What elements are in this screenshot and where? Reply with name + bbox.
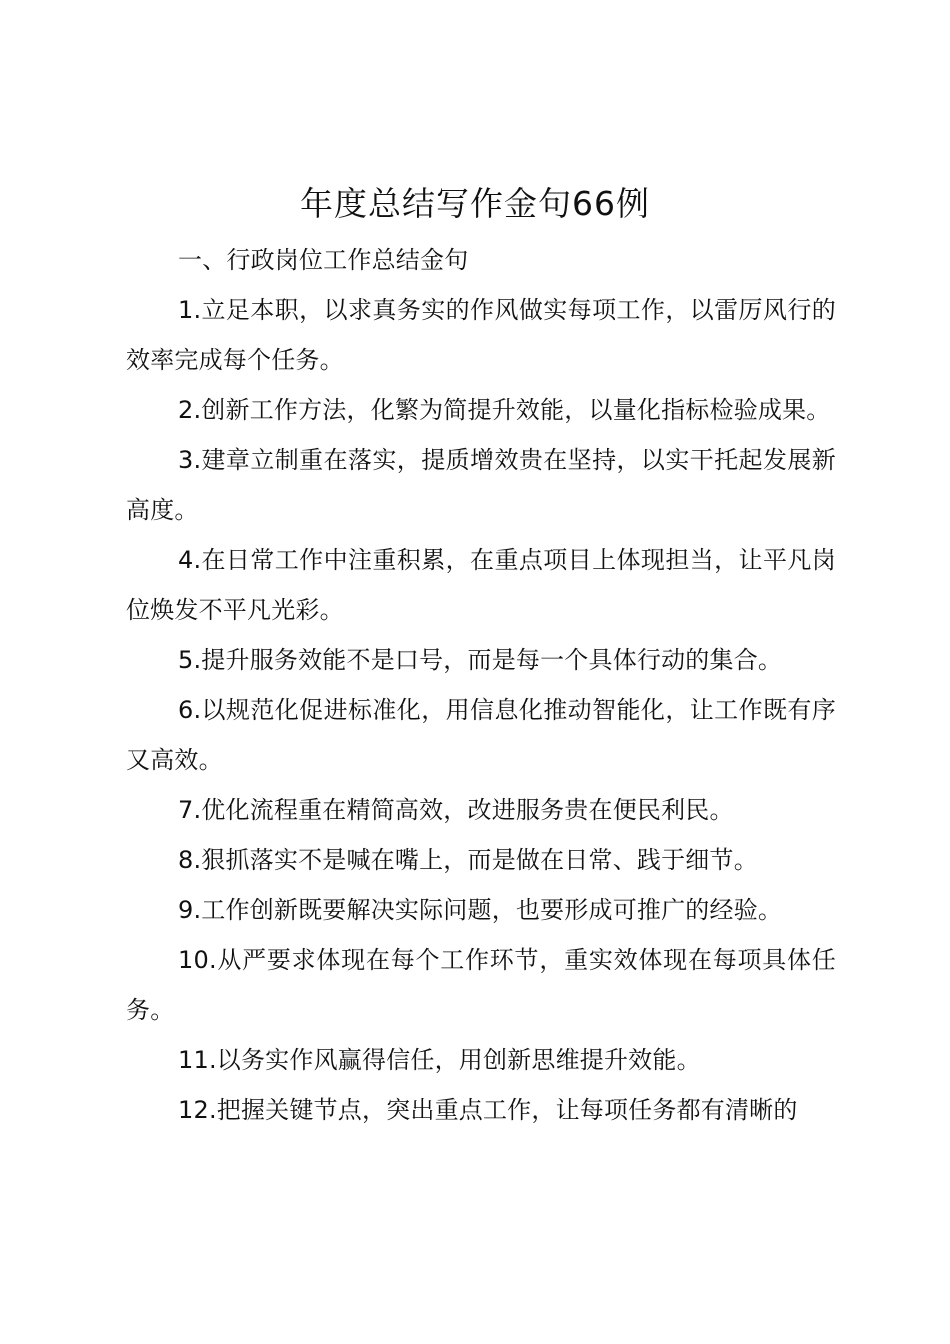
document-title: 年度总结写作金句66例 xyxy=(300,184,650,223)
list-item: 2.创新工作方法，化繁为简提升效能，以量化指标检验成果。 xyxy=(178,396,831,424)
list-item: 3.建章立制重在落实，提质增效贵在坚持，以实干托起发展新高度。 xyxy=(126,446,836,524)
list-item: 7.优化流程重在精简高效，改进服务贵在便民利民。 xyxy=(178,796,734,824)
list-item: 10.从严要求体现在每个工作环节，重实效体现在每项具体任务。 xyxy=(126,946,836,1024)
list-item: 5.提升服务效能不是口号，而是每一个具体行动的集合。 xyxy=(178,646,783,674)
list-item: 12.把握关键节点，突出重点工作，让每项任务都有清晰的 xyxy=(178,1096,798,1124)
document-body xyxy=(126,235,836,1135)
section-heading: 一、行政岗位工作总结金句 xyxy=(178,246,469,274)
list-item: 1.立足本职，以求真务实的作风做实每项工作，以雷厉风行的效率完成每个任务。 xyxy=(126,296,836,374)
list-item: 8.狠抓落实不是喊在嘴上，而是做在日常、践于细节。 xyxy=(178,846,758,874)
list-item: 6.以规范化促进标准化，用信息化推动智能化，让工作既有序又高效。 xyxy=(126,696,836,774)
list-item: 11.以务实作风赢得信任，用创新思维提升效能。 xyxy=(178,1046,701,1074)
list-item: 9.工作创新既要解决实际问题，也要形成可推广的经验。 xyxy=(178,896,783,924)
list-item: 4.在日常工作中注重积累，在重点项目上体现担当，让平凡岗位焕发不平凡光彩。 xyxy=(126,546,836,624)
